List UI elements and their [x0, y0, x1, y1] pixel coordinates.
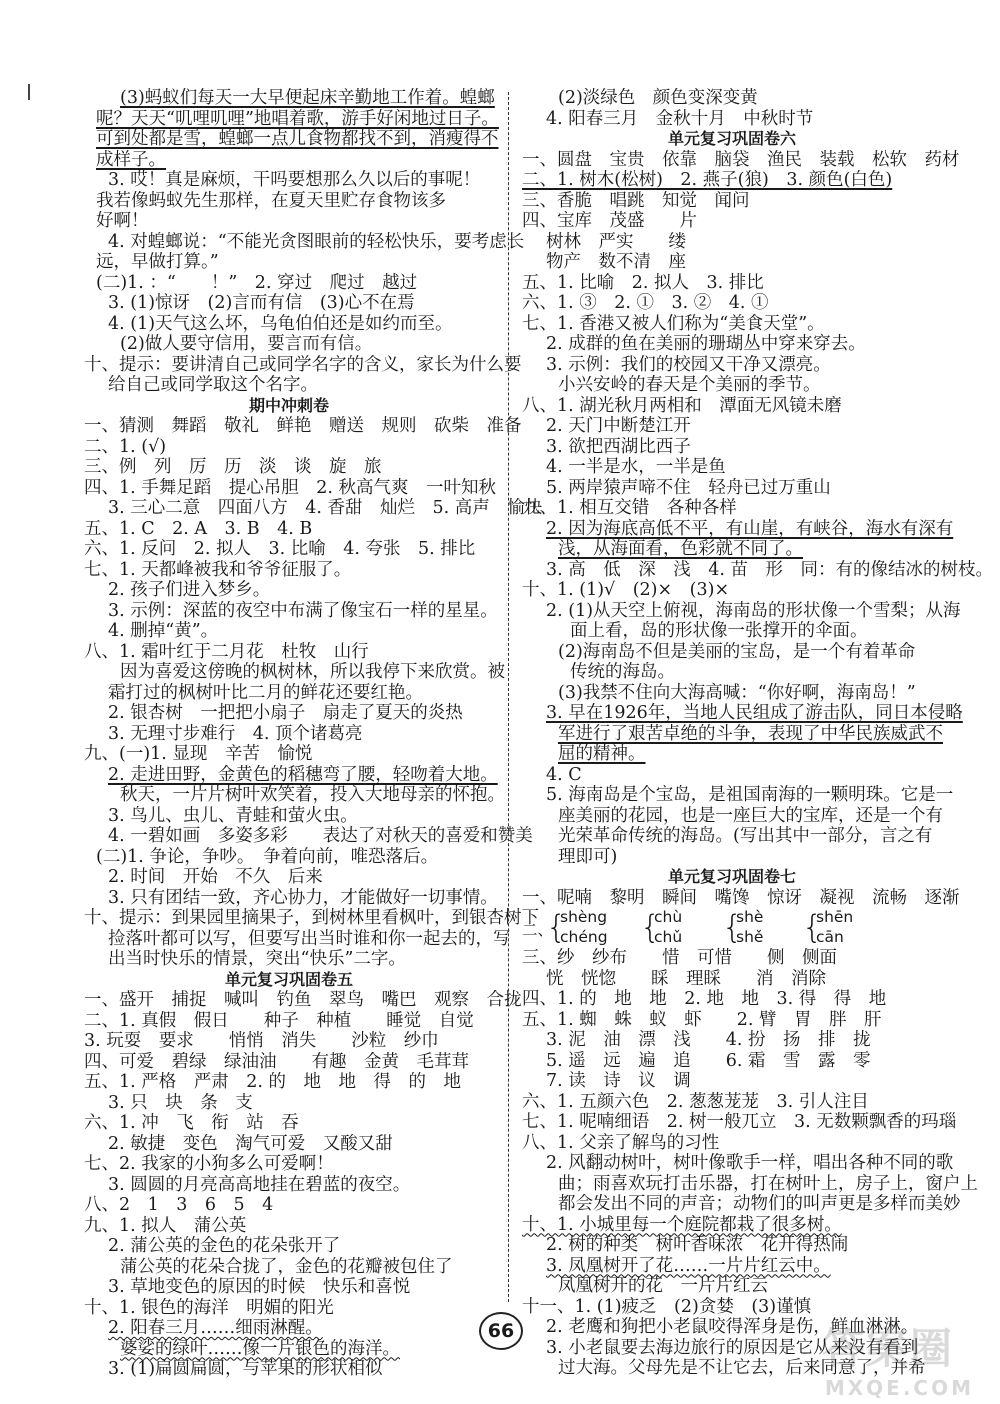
answer-text: 2. 走进田野，金黄色的稻穗弯了腰，轻吻着大地。 — [108, 764, 498, 785]
answer-text: 可到处都是雪，蝗螂一点儿食物都找不到，消瘦得不 — [96, 129, 499, 149]
answer-line — [84, 191, 494, 212]
answer-text: 5. 海南岛是个宝岛，是祖国南海的一颗明珠。它是一 — [546, 785, 954, 805]
answer-line — [84, 949, 494, 970]
answer-line — [84, 600, 498, 622]
answer-text: 十、1. (1)√ (2)× (3)× — [522, 580, 730, 600]
answer-text: 4. 一半是水，一半是鱼 — [546, 457, 726, 477]
answer-text: 3. 哎！真是麻烦，干吗要想那么久以后的事呢！ — [108, 170, 481, 190]
answer-text: 3. 示例：深蓝的夜空中布满了像宝石一样的星星。 — [108, 600, 498, 621]
answer-line — [522, 1010, 942, 1031]
answer-text: 八、1. 父亲了解鸟的习性 — [522, 1132, 720, 1153]
answer-line — [522, 232, 942, 253]
answer-line — [522, 416, 942, 437]
answer-line — [522, 724, 942, 745]
answer-line — [84, 847, 494, 868]
answer-text: 十一、1. (1)疲乏 (2)贪婪 (3)谨慎 — [522, 1296, 812, 1317]
answer-text: 3. 小老鼠要去海边旅行的原因是它从来没有看到 — [546, 1337, 919, 1358]
pinyin-top: chù — [654, 908, 683, 926]
answer-text: 二、1. 真假 假日 种子 种植 睡觉 自觉 — [84, 1010, 474, 1031]
answer-text: 期中冲刺卷 — [248, 395, 329, 415]
answer-text: 4. 对蝗螂说：“不能光贪图眼前的轻松快乐，要考虑长 — [108, 231, 525, 252]
answer-line — [522, 252, 942, 273]
section-heading — [84, 396, 494, 417]
answer-line — [84, 211, 494, 232]
answer-text: 3. 三心二意 四面八方 4. 香甜 灿烂 5. 高声 愉快 — [108, 498, 543, 518]
brace-icon: { — [546, 908, 567, 946]
answer-line — [84, 293, 494, 314]
answer-line — [522, 314, 942, 335]
answer-line — [84, 539, 494, 560]
answer-line — [84, 744, 494, 765]
watermark-url: MXQE.COM — [824, 1376, 974, 1400]
answer-text: 六、1. 反问 2. 拟人 3. 比喻 4. 夸张 5. 排比 — [84, 539, 476, 559]
answer-text: 八、1. 霜叶红于二月花 杜牧 山行 — [84, 641, 369, 662]
answer-text: 恍 恍惚 睬 理睬 消 消除 — [546, 968, 826, 989]
pinyin-top: shēn — [816, 908, 854, 926]
answer-line — [84, 437, 494, 458]
section-heading — [522, 129, 942, 150]
answer-text: 4. C — [546, 764, 582, 785]
answer-line — [84, 826, 533, 847]
answer-text: 小兴安岭的春天是个美丽的季节。 — [558, 375, 821, 395]
answer-line — [522, 1215, 942, 1236]
answer-line — [84, 1277, 494, 1298]
answer-line — [522, 744, 942, 765]
answer-line — [84, 1318, 494, 1339]
answer-text: 九、1. 相互交错 各种各样 — [522, 498, 737, 518]
answer-text: 五、1. 蜘 蛛 蚁 虾 2. 臂 胃 胖 肝 — [522, 1009, 882, 1030]
pinyin-row-label: 二、 — [522, 921, 554, 939]
answer-line — [522, 396, 942, 417]
answer-text: 3. 无理寸步难行 4. 顶个诸葛亮 — [108, 723, 363, 744]
answer-line — [84, 252, 494, 273]
answer-text: 光荣革命传统的海岛。(写出其中一部分，言之有 — [558, 826, 933, 846]
answer-line — [522, 1133, 942, 1154]
answer-line — [84, 1216, 494, 1237]
answer-line — [84, 334, 494, 355]
column-divider — [508, 92, 509, 1302]
answer-text: 3. 只有团结一致，齐心协力，才能做好一切事情。 — [108, 887, 498, 908]
answer-line — [84, 1257, 494, 1278]
answer-line — [84, 724, 494, 745]
answer-line — [84, 662, 505, 683]
answer-line — [84, 703, 494, 724]
answer-text: 二、1. 树木(松树) 2. 燕子(狼) 3. 颜色(白色) — [522, 170, 893, 190]
pinyin-bottom: chǔ — [654, 928, 683, 946]
answer-line — [522, 273, 942, 294]
answer-line — [522, 1092, 942, 1113]
answer-text: 单元复习巩固卷六 — [667, 129, 796, 148]
answer-line — [84, 498, 543, 519]
answer-line — [522, 969, 942, 990]
answer-text: 3. 早在1926年，当地人民组成了游击队，同日本侵略 — [546, 703, 963, 723]
answer-line — [84, 314, 494, 335]
answer-line — [522, 375, 942, 396]
answer-line — [84, 642, 494, 663]
answer-line — [84, 580, 494, 601]
answer-text: 十、提示：到果园里摘果子，到树林里看枫叶，到银杏树下 — [84, 908, 539, 928]
answer-line — [522, 806, 942, 827]
right-column-top-section — [522, 88, 994, 908]
answer-text: 4. 阳春三月 金秋十月 中秋时节 — [546, 108, 814, 129]
answer-text: 呢？天天“叽哩叽哩”地唱着歌，游手好闲地过日子。 — [96, 108, 499, 129]
brace-icon: { — [722, 908, 743, 946]
answer-text: 4. 删掉“黄”。 — [108, 621, 219, 641]
answer-text: 七、1. 天都峰被我和爷爷征服了。 — [84, 559, 352, 580]
answer-text: 2. 银杏树 一把把小扇子 扇走了夏天的炎热 — [108, 703, 463, 723]
answer-line — [84, 416, 522, 437]
answer-line — [522, 948, 942, 969]
answer-line — [522, 539, 942, 560]
answer-line — [84, 1093, 494, 1114]
answer-text: 3. 玩耍 要求 悄悄 消失 沙粒 纱巾 — [84, 1031, 439, 1051]
answer-text: 3. 示例：我们的校园又干净又漂亮。 — [546, 354, 831, 375]
answer-line — [84, 150, 494, 171]
answer-text: 2. 树的种类 树叶香味浓 花开得热闹 — [546, 1235, 849, 1255]
answer-line — [84, 375, 494, 396]
section-heading — [522, 867, 942, 888]
answer-text: 3. (1)惊讶 (2)言而有信 (3)心不在焉 — [108, 293, 415, 313]
answer-text: (3)我禁不住向大海高喊：“你好啊，海南岛！” — [558, 682, 916, 703]
answer-line — [84, 1134, 494, 1155]
answer-text: 3. 鸟儿、虫儿、青蛙和萤火虫。 — [108, 805, 358, 826]
answer-text: 2. 风翻动树叶，树叶像歌手一样，唱出各种不同的歌 — [546, 1153, 954, 1173]
answer-line — [522, 1153, 954, 1174]
answer-line — [522, 211, 942, 232]
answer-text: 五、1. C 2. A 3. B 4. B — [84, 518, 313, 539]
answer-line — [522, 1194, 961, 1215]
answer-text: 2. 阳春三月……细雨淋醒。 — [108, 1318, 323, 1338]
answer-text: 给自己或同学取这个名字。 — [108, 375, 318, 395]
answer-text: 出当时快乐的情景，突出“快乐”二字。 — [108, 949, 406, 969]
answer-line — [84, 1339, 494, 1360]
answer-text: 面上看，岛的形状像一张撑开的伞面。 — [570, 621, 868, 641]
answer-text: 2. 孩子们进入梦乡。 — [108, 580, 271, 600]
answer-line — [522, 683, 942, 704]
answer-line — [84, 764, 498, 786]
answer-line — [522, 887, 960, 909]
answer-text: 蒲公英的花朵合拢了，金色的花瓣被包住了 — [120, 1256, 453, 1277]
answer-line — [84, 887, 498, 909]
answer-line — [522, 1173, 978, 1195]
answer-text: 5. 两岸猿声啼不住 轻舟已过万重山 — [546, 477, 831, 498]
answer-text: (二)1. ：“ ！” 2. 穿过 爬过 越过 — [96, 272, 418, 293]
answer-line — [84, 1359, 494, 1380]
answer-text: 一、圆盘 宝贵 依靠 脑袋 渔民 装载 松软 药材 — [522, 149, 960, 170]
answer-text: 秋天，一片片树叶欢笑着，投入大地母亲的怀抱。 — [120, 785, 505, 805]
pinyin-bottom: cān — [816, 928, 844, 946]
answer-line — [84, 108, 499, 130]
answer-text: 好啊！ — [96, 211, 149, 231]
answer-line — [522, 1256, 942, 1277]
answer-text: 九、(一)1. 显现 辛苦 愉悦 — [84, 744, 313, 764]
answer-text: 军进行了艰苦卓绝的斗争，表现了中华民族威武不 — [558, 723, 943, 744]
margin-mark — [28, 84, 30, 100]
answer-line — [522, 580, 942, 601]
answer-line — [522, 109, 942, 130]
answer-text: (3)蚂蚁们每天一大早便起床辛勤地工作着。蝗螂 — [120, 88, 495, 108]
answer-line — [522, 191, 942, 212]
answer-text: 霜打过的枫树叶比二月的鲜花还要红艳。 — [108, 682, 423, 703]
answer-text: 四、1. 手舞足蹈 提心吊胆 2. 秋高气爽 一叶知秋 — [84, 477, 497, 498]
watermark-logo — [822, 1316, 982, 1400]
answer-text: 2. 因为海底高低不平，有山崖，有峡谷，海水有深有 — [546, 518, 954, 539]
answer-line — [522, 826, 942, 847]
right-answer-column — [522, 88, 994, 1379]
answer-text: 曲；雨喜欢玩打击乐器，打在树叶上，房子上，窗户上 — [558, 1173, 978, 1194]
watermark-logo-text: 答案圈 — [822, 1324, 955, 1373]
answer-line — [522, 518, 954, 540]
answer-line — [522, 785, 954, 806]
answer-text: 五、1. 比喻 2. 拟人 3. 排比 — [522, 272, 764, 293]
answer-text: 2. 老鹰和狗把小老鼠咬得浑身是伤，鲜血淋淋。 — [546, 1317, 919, 1337]
pinyin-top: shèng — [560, 908, 608, 926]
answer-line — [84, 88, 494, 109]
answer-text: 八、1. 湖光秋月两相和 潭面无风镜未磨 — [522, 395, 842, 416]
answer-line — [522, 355, 942, 376]
answer-text: 3. (1)扁圆扁圆，与苹果的形状相似 — [108, 1359, 383, 1379]
answer-text: 八、2 1 3 6 5 4 — [84, 1195, 274, 1215]
answer-text: 远，早做打算。” — [96, 252, 219, 272]
answer-text: 三、例 列 厉 历 淡 谈 旋 旅 — [84, 457, 382, 477]
answer-text: 六、1. 冲 飞 衔 站 吞 — [84, 1113, 299, 1133]
answer-text: 一、盛开 捕捉 喊叫 钓鱼 翠鸟 嘴巴 观察 合拢 — [84, 990, 522, 1010]
answer-text: 7. 读 诗 议 调 — [546, 1071, 691, 1091]
right-column-bottom-section — [522, 948, 978, 1379]
answer-text: 树林 严实 缕 — [546, 231, 686, 252]
answer-line — [522, 662, 942, 683]
answer-text: 成样子。 — [96, 149, 166, 170]
answer-line — [522, 170, 942, 191]
answer-text: (2)做人要守信用，要言而有信。 — [120, 334, 373, 354]
answer-line — [84, 908, 539, 929]
answer-line — [522, 437, 942, 458]
answer-line — [84, 621, 494, 642]
answer-line — [84, 170, 494, 191]
page-number: 66 — [479, 1312, 523, 1350]
answer-line — [84, 231, 525, 253]
answer-line — [84, 519, 494, 540]
answer-line — [522, 478, 942, 499]
answer-line — [84, 477, 497, 499]
answer-text: 5. 遥 远 遍 追 6. 霜 雪 露 零 — [546, 1050, 871, 1071]
answer-line — [522, 621, 942, 642]
answer-line — [84, 867, 494, 888]
pinyin-bottom: shě — [736, 928, 764, 946]
answer-text: 单元复习巩固卷五 — [224, 969, 353, 989]
answer-text: 传统的海岛。 — [570, 662, 675, 682]
answer-text: 十、提示：要讲清自己或同学名字的含义，家长为什么要 — [84, 354, 522, 375]
answer-text: 2. 敏捷 变色 淘气可爱 又酸又甜 — [108, 1133, 393, 1154]
answer-line — [522, 1030, 942, 1051]
answer-line — [522, 989, 942, 1010]
answer-text: 凤凰树开的花 一片片红云 — [558, 1276, 768, 1296]
answer-line — [84, 1154, 494, 1175]
answer-text: 三、纱 纱布 惜 可惜 侧 侧面 — [522, 948, 837, 968]
answer-text: 一、呢喃 黎明 瞬间 嘴馋 惊讶 凝视 流畅 逐渐 — [522, 887, 960, 908]
pinyin-top: shè — [736, 908, 764, 926]
answer-text: 过大海。父母先是不让它去，后来同意了，并希 — [558, 1358, 926, 1378]
answer-line — [522, 703, 963, 724]
answer-line — [522, 457, 942, 478]
answer-text: 三、香脆 唱跳 知觉 闻问 — [522, 190, 750, 211]
answer-text: (2)海南岛不但是美丽的宝岛，是一个有着革命 — [558, 641, 916, 662]
answer-line — [522, 559, 994, 581]
answer-text: 单元复习巩固卷七 — [667, 867, 796, 886]
pinyin-answer-row — [522, 908, 942, 948]
answer-line — [522, 88, 942, 109]
section-heading — [84, 970, 494, 991]
answer-text: 因为喜爱这傍晚的枫树林，所以我停下来欣赏。被 — [120, 662, 505, 682]
answer-text: 理即可) — [558, 846, 618, 867]
answer-text: 屈的精神。 — [558, 744, 646, 764]
answer-text: 3. 草地变色的原因的时候 快乐和喜悦 — [108, 1277, 411, 1297]
answer-text: 捡落叶都可以写，但要写出当时谁和你一起去的，写 — [108, 928, 511, 949]
answer-line — [84, 806, 494, 827]
answer-text: 都会发出不同的声音；动物们的叫声更是多样而美妙 — [558, 1194, 961, 1214]
answer-line — [522, 293, 942, 314]
answer-text: (二)1. 争论，争吵。 争着向前，唯恐落后。 — [96, 846, 439, 867]
answer-text: 浅，从海面看，色彩就不同了。 — [558, 539, 803, 559]
answer-text: 七、2. 我家的小狗多么可爱啊！ — [84, 1154, 334, 1174]
answer-text: 一、猜测 舞蹈 敬礼 鲜艳 赠送 规则 砍柴 准备 — [84, 416, 522, 436]
answer-text: 4. 一碧如画 多姿多彩 表达了对秋天的喜爱和赞美 — [108, 826, 533, 846]
answer-line — [522, 1071, 942, 1092]
answer-text: 十、1. 银色的海洋 明媚的阳光 — [84, 1297, 334, 1318]
answer-line — [84, 1298, 494, 1319]
answer-line — [84, 1113, 494, 1134]
answer-text: 3. 只 块 条 支 — [108, 1092, 253, 1113]
answer-line — [84, 560, 494, 581]
answer-line — [84, 1031, 494, 1052]
answer-line — [84, 683, 494, 704]
answer-line — [84, 785, 505, 806]
answer-text: 五、1. 严格 严肃 2. 的 地 地 得 的 地 — [84, 1072, 462, 1092]
answer-line — [522, 498, 942, 519]
answer-text: 七、1. 香港又被人们称为“美食天堂”。 — [522, 313, 825, 334]
answer-text: 物产 数不清 座 — [546, 252, 686, 272]
answer-text: 七、1. 呢喃细语 2. 树一般兀立 3. 无数颗飘香的玛瑙 — [522, 1112, 957, 1132]
answer-text: 3. 高 低 深 浅 4. 苗 形 同：有的像结冰的树枝。 — [546, 559, 994, 580]
answer-text: 2. 时间 开始 不久 后来 — [108, 867, 323, 887]
answer-line — [522, 1051, 942, 1072]
answer-text: 3. 泥 油 漂 浅 4. 扮 扬 排 拢 — [546, 1030, 871, 1050]
answer-text: 四、宝库 茂盛 片 — [522, 211, 697, 231]
answer-line — [84, 273, 494, 294]
answer-text: 4. (1)天气这么坏，乌龟伯伯还是如约而至。 — [108, 313, 453, 334]
answer-line — [522, 642, 942, 663]
answer-line — [84, 457, 494, 478]
answer-text: 2. (1)从天空上俯视，海南岛的形状像一个雪梨；从海 — [546, 600, 961, 621]
answer-line — [522, 1276, 942, 1297]
answer-line — [522, 1297, 942, 1318]
brace-icon: { — [802, 908, 823, 946]
answer-text: 3. 凤凰树开了花……一片片红云中。 — [546, 1255, 831, 1276]
answer-text: 婆娑的绿叶……像一片银色的海洋。 — [120, 1338, 400, 1359]
answer-text: 二、1. (√) — [84, 436, 167, 457]
answer-text: 六、1. 五颜六色 2. 葱葱茏茏 3. 引人注目 — [522, 1091, 869, 1112]
answer-line — [84, 354, 522, 376]
answer-text: 十、1. 小城里每一个庭院都栽了很多树。 — [522, 1214, 842, 1235]
answer-text: 2. 蒲公英的金色的花朵张开了 — [108, 1236, 341, 1256]
answer-text: 3. 欲把西湖比西子 — [546, 436, 691, 457]
answer-text: 2. 成群的鱼在美丽的珊瑚丛中穿来穿去。 — [546, 334, 866, 354]
answer-text: 我若像蚂蚁先生那样，在夏天里贮存食物该多 — [96, 190, 446, 211]
answer-text: 九、1. 拟人 蒲公英 — [84, 1215, 247, 1236]
answer-line — [84, 129, 499, 150]
answer-line — [84, 1236, 494, 1257]
answer-line — [84, 1072, 494, 1093]
answer-text: 座美丽的花园，也是一座巨大的宝库，还是一个有 — [558, 805, 943, 826]
answer-text: 四、可爱 碧绿 绿油油 有趣 金黄 毛茸茸 — [84, 1051, 469, 1072]
answer-line — [84, 1052, 494, 1073]
answer-line — [522, 149, 960, 171]
answer-line — [522, 1112, 957, 1133]
answer-text: 六、1. ③ 2. ① 3. ② 4. ① — [522, 293, 769, 313]
answer-line — [84, 928, 511, 950]
answer-text: 2. 天门中断楚江开 — [546, 416, 691, 436]
answer-line — [522, 600, 961, 622]
answer-line — [84, 1195, 494, 1216]
answer-line — [522, 334, 942, 355]
answer-line — [84, 1175, 494, 1196]
answer-text: (2)淡绿色 颜色变深变黄 — [558, 88, 758, 108]
answer-line — [522, 847, 942, 868]
answer-line — [522, 765, 942, 786]
answer-text: 3. 圆圆的月亮高高地挂在碧蓝的夜空。 — [108, 1174, 411, 1195]
answer-line — [84, 990, 522, 1011]
pinyin-bottom: chéng — [560, 928, 608, 946]
answer-text: 四、1. 的 地 地 2. 地 地 3. 得 得 地 — [522, 989, 887, 1009]
answer-line — [84, 1011, 494, 1032]
brace-icon: { — [640, 908, 661, 946]
answer-line — [522, 1235, 942, 1256]
